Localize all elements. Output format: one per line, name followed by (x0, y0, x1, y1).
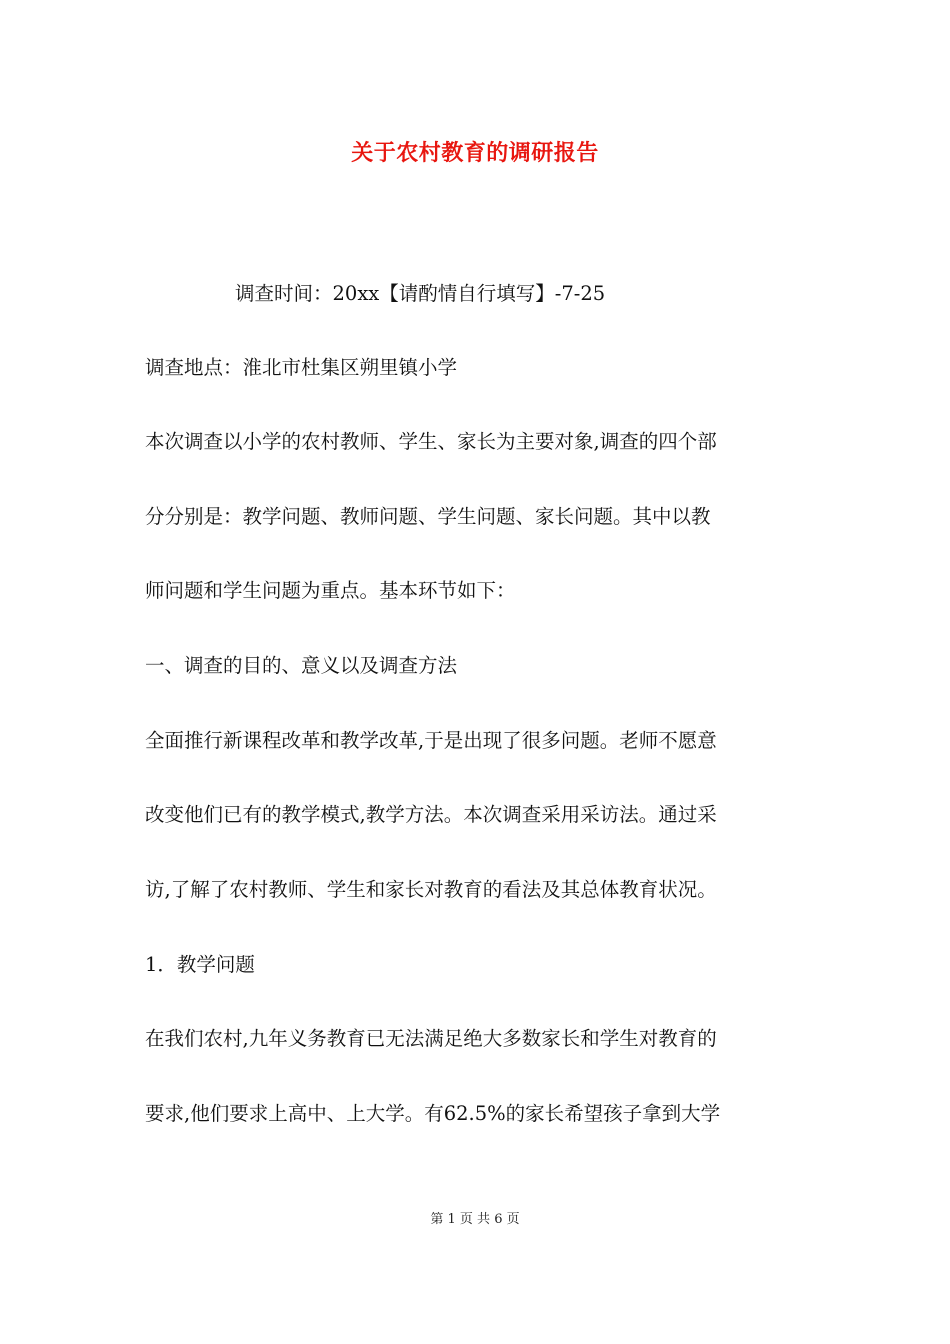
paragraph-line: 要求,他们要求上高中、上大学。有62.5%的家长希望孩子拿到大学 (145, 1102, 721, 1125)
paragraph-line: 全面推行新课程改革和教学改革,于是出现了很多问题。老师不愿意 (145, 729, 717, 752)
document-title: 关于农村教育的调研报告 (351, 140, 599, 166)
paragraph-line: 分分别是：教学问题、教师问题、学生问题、家长问题。其中以教 (145, 505, 711, 528)
page-number-footer: 第 1 页 共 6 页 (430, 1212, 520, 1227)
subsection-heading: 1．教学问题 (145, 953, 255, 976)
section-heading: 一、调查的目的、意义以及调查方法 (145, 654, 458, 677)
paragraph-line: 本次调查以小学的农村教师、学生、家长为主要对象,调查的四个部 (145, 430, 717, 453)
paragraph-line: 师问题和学生问题为重点。基本环节如下： (145, 579, 516, 602)
paragraph-line: 改变他们已有的教学模式,教学方法。本次调查采用采访法。通过采 (145, 803, 717, 826)
survey-location-line: 调查地点：淮北市杜集区朔里镇小学 (145, 356, 458, 379)
paragraph-line: 在我们农村,九年义务教育已无法满足绝大多数家长和学生对教育的 (145, 1027, 717, 1050)
paragraph-line: 访,了解了农村教师、学生和家长对教育的看法及其总体教育状况。 (145, 878, 717, 901)
survey-time-line: 调查时间：20xx【请酌情自行填写】-7-25 (235, 282, 606, 305)
